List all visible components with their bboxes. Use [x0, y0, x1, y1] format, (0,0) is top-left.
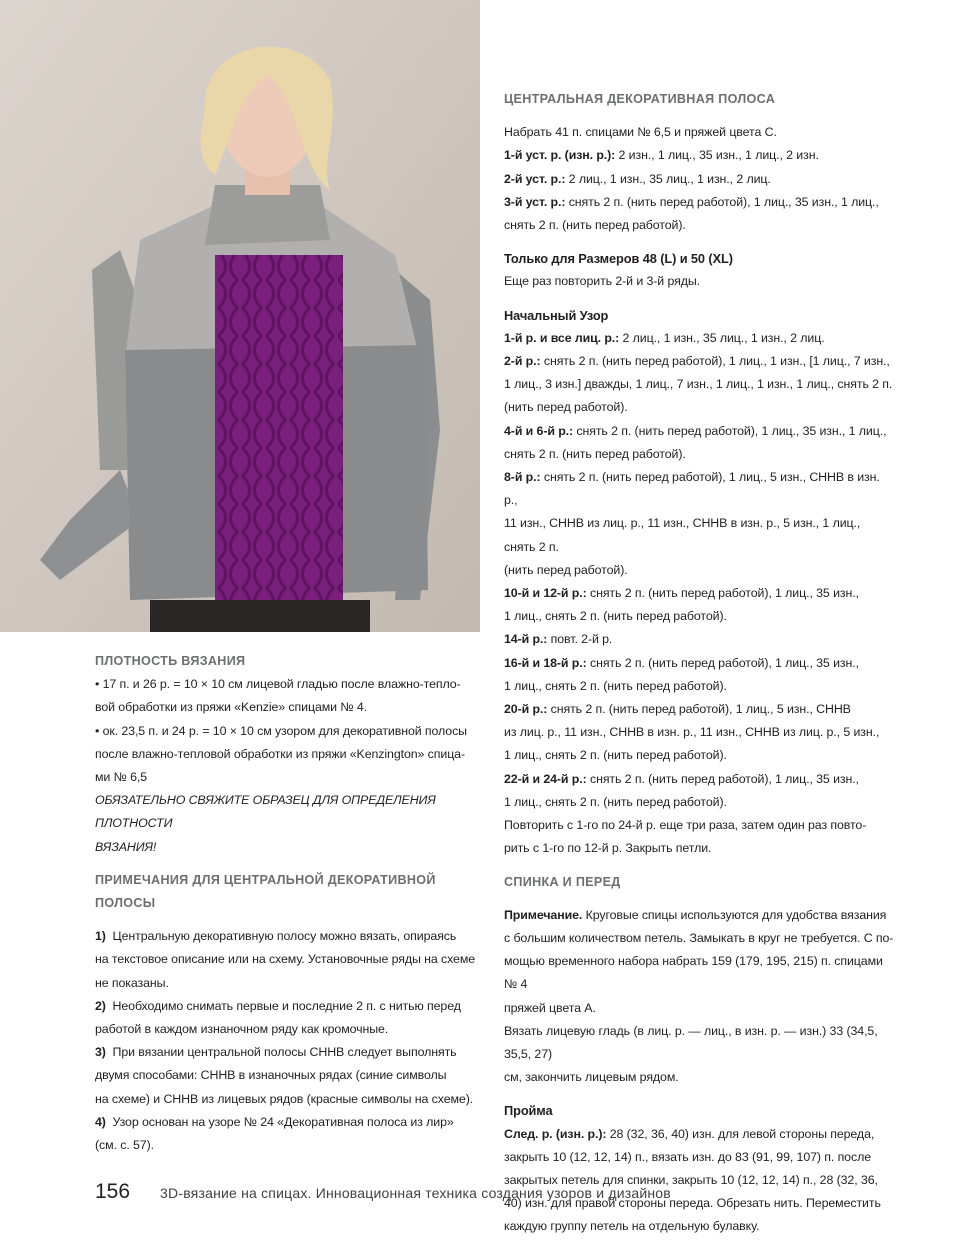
setup-row: 1-й уст. р. (изн. р.): 2 изн., 1 лиц., 35 изн., 1 лиц., 2 изн.: [504, 148, 819, 163]
back-note-line: с большим количеством петель. Замыкать в круг не требуется. С по-: [504, 930, 894, 945]
pattern-row-cont: (нить перед работой).: [504, 562, 628, 577]
model-photo: [0, 0, 480, 632]
pattern-row-cont: из лиц. р., 11 изн., СННВ в изн. р., 11 изн., СННВ из лиц. р., 5 изн.,: [504, 725, 880, 740]
density-line: • ок. 23,5 п. и 24 р. = 10 × 10 см узором для декоративной полосы: [95, 723, 467, 738]
pattern-row-cont: 1 лиц., 3 изн.] дважды, 1 лиц., 7 изн., 1 лиц., 1 изн., 1 лиц., снять 2 п.: [504, 377, 893, 392]
pattern-row: 16-й и 18-й р.: снять 2 п. (нить перед работой), 1 лиц., 35 изн.,: [504, 655, 859, 670]
back-heading: СПИНКА И ПЕРЕД: [504, 874, 621, 889]
note-line: двумя способами: СННВ в изнаночных рядах (синие символы: [95, 1068, 447, 1083]
sizes-heading: Только для Размеров 48 (L) и 50 (XL): [504, 251, 733, 267]
right-column: [504, 88, 894, 1239]
note-item: 4) Узор основан на узоре № 24 «Декоративная полоса из лир»: [95, 1114, 454, 1129]
setup-row-cont: снять 2 п. (нить перед работой).: [504, 218, 686, 233]
setup-row: 3-й уст. р.: снять 2 п. (нить перед работой), 1 лиц., 35 изн., 1 лиц.,: [504, 194, 879, 209]
pattern-row: 4-й и 6-й р.: снять 2 п. (нить перед работой), 1 лиц., 35 изн., 1 лиц.,: [504, 423, 887, 438]
armhole-row: След. р. (изн. р.): 28 (32, 36, 40) изн. для левой стороны переда,: [504, 1126, 875, 1141]
central-heading: ЦЕНТРАЛЬНАЯ ДЕКОРАТИВНАЯ ПОЛОСА: [504, 92, 776, 106]
sweater-photo-illustration: [0, 0, 480, 632]
density-line: • 17 п. и 26 р. = 10 × 10 см лицевой гладью после влажно-тепло-: [95, 677, 461, 692]
notes-heading: ПОЛОСЫ: [95, 896, 156, 911]
pattern-repeat: Повторить с 1-го по 24-й р. еще три раза, затем один раз повто-: [504, 818, 867, 833]
left-column: [95, 650, 480, 1157]
pattern-row: 22-й и 24-й р.: снять 2 п. (нить перед работой), 1 лиц., 35 изн.,: [504, 771, 859, 786]
central-intro: Набрать 41 п. спицами № 6,5 и пряжей цвета С.: [504, 125, 777, 140]
armhole-heading: Пройма: [504, 1103, 553, 1119]
back-text-line: см, закончить лицевым рядом.: [504, 1070, 679, 1085]
pattern-row: 2-й р.: снять 2 п. (нить перед работой), 1 лиц., 1 изн., [1 лиц., 7 изн.,: [504, 354, 890, 369]
back-note-line: пряжей цвета А.: [504, 1000, 596, 1015]
pattern-row: 10-й и 12-й р.: снять 2 п. (нить перед работой), 1 лиц., 35 изн.,: [504, 586, 859, 601]
back-note: Примечание. Круговые спицы используются для удобства вязания: [504, 907, 887, 922]
note-line: (см. с. 57).: [95, 1138, 154, 1153]
pattern-row-cont: 1 лиц., снять 2 п. (нить перед работой).: [504, 794, 727, 809]
setup-row: 2-й уст. р.: 2 лиц., 1 изн., 35 лиц., 1 изн., 2 лиц.: [504, 171, 771, 186]
note-line: на текстовое описание или на схему. Установочные ряды на схеме: [95, 952, 476, 967]
note-item: 1) Центральную декоративную полосу можно вязать, опираясь: [95, 929, 457, 944]
pattern-row-cont: 11 изн., СННВ из лиц. р., 11 изн., СННВ в изн. р., 5 изн., 1 лиц., снять 2 п.: [504, 516, 861, 554]
book-title: 3D-вязание на спицах. Инновационная техника создания узоров и дизайнов: [160, 1185, 671, 1201]
note-item: 2) Необходимо снимать первые и последние 2 п. с нитью перед: [95, 998, 461, 1013]
notes-heading: ПРИМЕЧАНИЯ ДЛЯ ЦЕНТРАЛЬНОЙ ДЕКОРАТИВНОЙ: [95, 872, 436, 887]
sizes-text: Еще раз повторить 2-й и 3-й ряды.: [504, 274, 701, 289]
armhole-line: каждую группу петель на отдельную булавку.: [504, 1219, 760, 1234]
warning-line: ВЯЗАНИЯ!: [95, 839, 157, 854]
pattern-heading: Начальный Узор: [504, 307, 609, 323]
density-line: после влажно-тепловой обработки из пряжи «Kenzington» спица-: [95, 746, 466, 761]
density-heading: ПЛОТНОСТЬ ВЯЗАНИЯ: [95, 654, 246, 668]
pattern-row-cont: (нить перед работой).: [504, 400, 628, 415]
pattern-row: 14-й р.: повт. 2-й р.: [504, 632, 613, 647]
armhole-line: закрыть 10 (12, 12, 14) п., вязать изн. до 83 (91, 99, 107) п. после: [504, 1149, 871, 1164]
note-item: 3) При вязании центральной полосы СННВ следует выполнять: [95, 1045, 457, 1060]
pattern-row-cont: снять 2 п. (нить перед работой).: [504, 446, 686, 461]
pattern-row-cont: 1 лиц., снять 2 п. (нить перед работой).: [504, 678, 727, 693]
warning-line: ОБЯЗАТЕЛЬНО СВЯЖИТЕ ОБРАЗЕЦ ДЛЯ ОПРЕДЕЛЕНИЯ ПЛОТНОСТИ: [95, 793, 436, 831]
pattern-row: 20-й р.: снять 2 п. (нить перед работой), 1 лиц., 5 изн., СННВ: [504, 702, 851, 717]
pattern-row: 1-й р. и все лиц. р.: 2 лиц., 1 изн., 35 лиц., 1 изн., 2 лиц.: [504, 330, 825, 345]
note-line: работой в каждом изнаночном ряду как кромочные.: [95, 1022, 389, 1037]
pattern-row: 8-й р.: снять 2 п. (нить перед работой), 1 лиц., 5 изн., СННВ в изн. р.,: [504, 470, 880, 508]
density-line: ми № 6,5: [95, 770, 148, 785]
back-text-line: Вязать лицевую гладь (в лиц. р. — лиц., в изн. р. — изн.) 33 (34,5, 35,5, 27): [504, 1023, 878, 1061]
page-footer: [95, 1180, 671, 1204]
note-line: на схеме) и СННВ из лицевых рядов (красные символы на схеме).: [95, 1091, 474, 1106]
armhole-line: закрытых петель для спинки, закрыть 10 (12, 12, 14) п., 28 (32, 36,: [504, 1172, 878, 1187]
page-number: 156: [95, 1180, 131, 1203]
pattern-repeat: рить с 1-го по 12-й р. Закрыть петли.: [504, 841, 712, 856]
pattern-row-cont: 1 лиц., снять 2 п. (нить перед работой).: [504, 748, 727, 763]
back-note-line: мощью временного набора набрать 159 (179, 195, 215) п. спицами № 4: [504, 954, 883, 992]
pattern-row-cont: 1 лиц., снять 2 п. (нить перед работой).: [504, 609, 727, 624]
armhole-line: 40) изн. для правой стороны переда. Обрезать нить. Переместить: [504, 1196, 881, 1211]
note-line: не показаны.: [95, 975, 169, 990]
density-line: вой обработки из пряжи «Kenzie» спицами № 4.: [95, 700, 367, 715]
